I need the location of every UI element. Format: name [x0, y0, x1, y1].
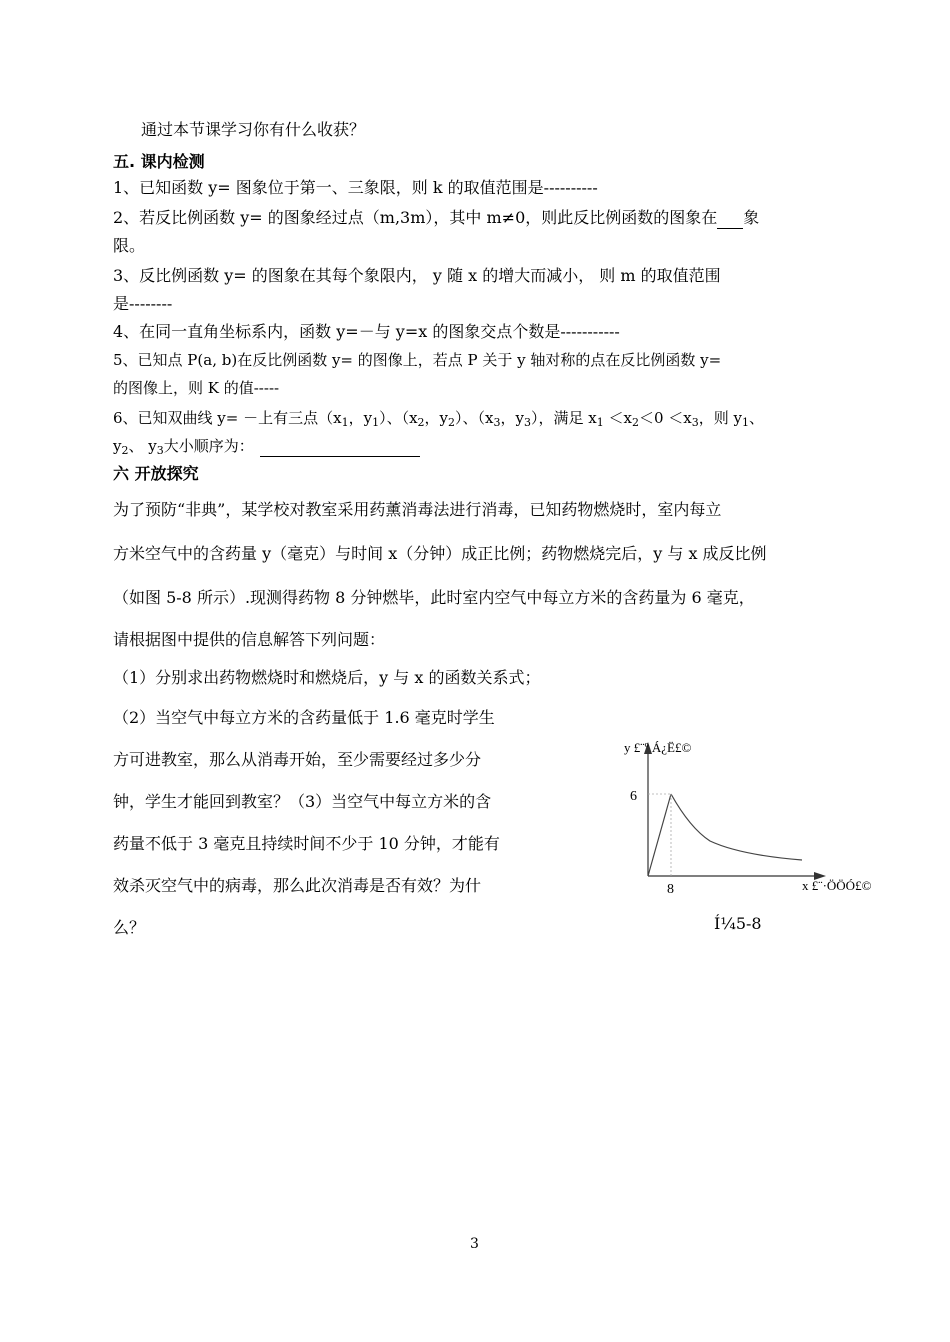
- q6-part: 6、已知双曲线 y= －上有三点（x: [113, 409, 342, 427]
- inverse-curve: [671, 794, 802, 860]
- q6-part: 、: [748, 409, 764, 427]
- question-3-line2: 是--------: [113, 294, 173, 313]
- q6-sub: 1: [741, 416, 749, 429]
- q6-sub: 2: [121, 444, 129, 457]
- problem-line: （如图 5-8 所示）.现测得药物 8 分钟燃毕，此时室内空气中每立方米的含药量为 6 毫克，: [113, 588, 755, 607]
- q6-sub: 1: [341, 416, 349, 429]
- question-2-line2: 限。: [113, 236, 146, 255]
- q6-part: ，y: [424, 409, 449, 427]
- problem-line: 么？: [113, 918, 146, 937]
- problem-line: （2）当空气中每立方米的含药量低于 1.6 毫克时学生: [113, 708, 495, 727]
- problem-line: 为了预防“非典”，某学校对教室采用药薰消毒法进行消毒，已知药物燃烧时，室内每立: [113, 500, 722, 519]
- problem-line: 效杀灭空气中的病毒，那么此次消毒是否有效？为什: [113, 876, 482, 895]
- q6-sub: 2: [417, 416, 425, 429]
- linear-segment: [648, 794, 671, 876]
- figure-5-8: [620, 738, 900, 908]
- q6-part: ，y: [348, 409, 373, 427]
- q6-part: ）、（x: [379, 409, 418, 427]
- q6-sub: 3: [493, 416, 501, 429]
- question-5-line1: 5、已知点 P(a, b)在反比例函数 y= 的图像上，若点 P 关于 y 轴对称的点在反比例函数 y=: [113, 351, 722, 369]
- intro-text: 通过本节课学习你有什么收获？: [141, 120, 366, 139]
- question-2-line1: [113, 208, 759, 229]
- question-6-line2: [113, 436, 420, 461]
- q6-sub: 3: [691, 416, 699, 429]
- problem-line: 方可进教室，那么从消毒开始，至少需要经过多少分: [113, 750, 482, 769]
- x-axis-label: x £¨·ÖÖÓ£©: [802, 878, 872, 893]
- q6-sub: 3: [156, 444, 164, 457]
- page-number: 3: [470, 1236, 479, 1252]
- y-tick-label: 6: [630, 789, 637, 804]
- y-axis-label: y £¨º Á¿Ë£©: [624, 740, 692, 755]
- problem-line: 请根据图中提供的信息解答下列问题：: [113, 630, 386, 649]
- question-1: 1、已知函数 y= 图象位于第一、三象限，则 k 的取值范围是----------: [113, 178, 598, 197]
- section5-title: 五. 课内检测: [113, 152, 205, 171]
- question-2-after-blank: 象: [743, 208, 760, 227]
- x-tick-label: 8: [667, 882, 674, 897]
- q6-part: ＜x: [603, 409, 632, 427]
- problem-line: 方米空气中的含药量 y（毫克）与时间 x（分钟）成正比例；药物燃烧完后，y 与 x 成反比例: [113, 544, 767, 563]
- q6-sub: 2: [448, 416, 456, 429]
- question-4: 4、在同一直角坐标系内，函数 y=－与 y=x 的图象交点个数是-----------: [113, 322, 620, 341]
- problem-line: （1）分别求出药物燃烧时和燃烧后，y 与 x 的函数关系式；: [113, 668, 541, 687]
- problem-line: 钟，学生才能回到教室？（3）当空气中每立方米的含: [113, 792, 492, 811]
- question-6-line1: [113, 408, 764, 433]
- q6-part: y: [113, 437, 122, 455]
- section6-title: 六 开放探究: [113, 464, 199, 483]
- q6-part: ，y: [500, 409, 524, 427]
- q6-part: 大小顺序为：: [163, 437, 254, 455]
- q6-sub: 3: [523, 416, 531, 429]
- question-5-line2: 的图像上，则 K 的值-----: [113, 379, 280, 397]
- problem-line: 药量不低于 3 毫克且持续时间不少于 10 分钟，才能有: [113, 834, 500, 853]
- figure-caption: Í¼5-8: [714, 914, 762, 933]
- question-3-line1: 3、反比例函数 y= 的图象在其每个象限内， y 随 x 的增大而减小， 则 m 的取值范围: [113, 266, 721, 285]
- q6-sub: 1: [596, 416, 604, 429]
- q6-sub: 1: [372, 416, 380, 429]
- q6-part: ），满足 x: [530, 409, 597, 427]
- q6-part: ）、（x: [455, 409, 494, 427]
- question-6-blank[interactable]: [260, 436, 420, 457]
- question-2-blank[interactable]: [717, 208, 743, 229]
- question-2-text: 2、若反比例函数 y= 的图象经过点（m,3m），其中 m≠0，则此反比例函数的图象在: [113, 208, 718, 227]
- q6-part: 、 y: [128, 437, 157, 455]
- q6-part: ，则 y: [698, 409, 742, 427]
- q6-part: ＜0 ＜x: [638, 409, 692, 427]
- q6-sub: 2: [631, 416, 639, 429]
- graph-svg: [620, 738, 900, 908]
